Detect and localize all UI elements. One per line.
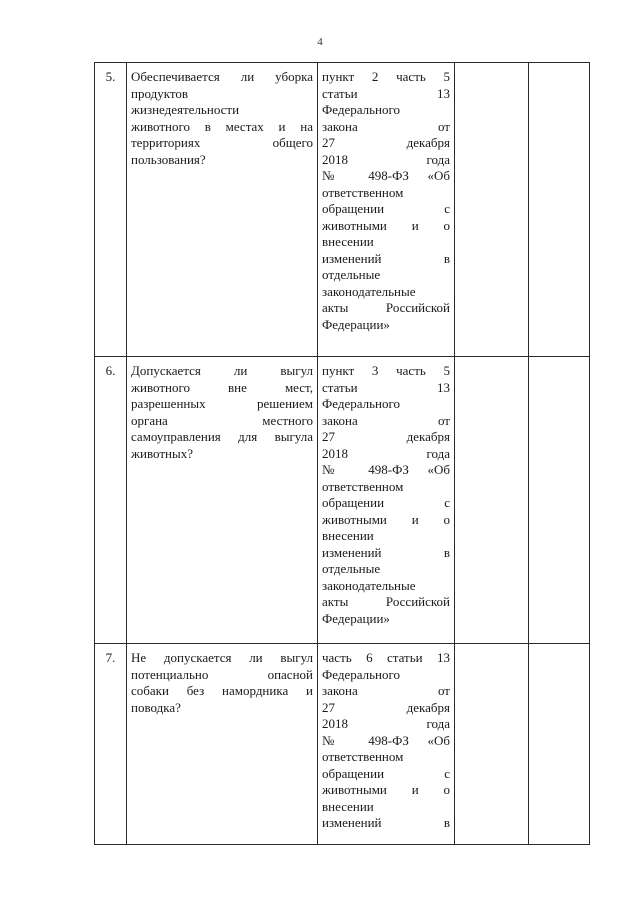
law-reference-line: акты Российской (322, 300, 450, 315)
question-line: территориях общего (131, 135, 313, 150)
law-reference-line: закона от (322, 412, 450, 428)
row-number: 7. (95, 644, 127, 845)
law-reference-line: часть 6 статьи 13 (322, 650, 450, 665)
question-line: продуктов (131, 85, 188, 101)
question-cell (127, 63, 318, 357)
question-cell (127, 644, 318, 845)
law-reference-line: внесении (322, 798, 374, 814)
question-line: собаки без намордника и (131, 683, 313, 698)
law-reference-line: обращении с (322, 201, 450, 216)
law-reference-line: изменений в (322, 544, 450, 560)
law-reference-line: 2018 года (322, 445, 450, 461)
law-reference-cell (318, 63, 455, 357)
law-reference-line: ответственном (322, 749, 404, 764)
law-reference-line: закона от (322, 118, 450, 134)
question-line: животного вне мест, (131, 379, 313, 395)
law-reference-line: 27 декабря (322, 699, 450, 715)
answer-cell (455, 357, 529, 644)
law-reference-line: ответственном (322, 184, 404, 200)
question-line: разрешенных решением (131, 396, 313, 411)
question-line: Обеспечивается ли уборка (131, 69, 313, 84)
law-reference-line: № 498-ФЗ «Об (322, 462, 450, 477)
note-cell (529, 357, 590, 644)
law-reference-cell (318, 357, 455, 644)
law-reference-line: 27 декабря (322, 429, 450, 444)
law-reference-line: статьи 13 (322, 85, 450, 101)
question-cell (127, 357, 318, 644)
law-reference-line: отдельные (322, 561, 381, 576)
law-reference-line: № 498-ФЗ «Об (322, 168, 450, 183)
question-line: жизнедеятельности (131, 102, 240, 117)
law-reference-line: животными и о (322, 511, 450, 527)
question-line: животного в местах и на (131, 118, 313, 134)
law-reference-line: 2018 года (322, 716, 450, 731)
law-reference-line: животными и о (322, 217, 450, 233)
question-line: животных? (131, 445, 193, 461)
law-reference-line: Федерации» (322, 610, 390, 626)
law-reference-line: животными и о (322, 782, 450, 797)
law-reference-line: обращении с (322, 765, 450, 781)
law-reference-line: статьи 13 (322, 379, 450, 395)
checklist-table (94, 62, 590, 845)
question-line: пользования? (131, 151, 206, 167)
law-reference-line: внесении (322, 234, 374, 249)
law-reference-line: пункт 3 часть 5 (322, 363, 450, 378)
note-cell (529, 644, 590, 845)
law-reference-line: Федерации» (322, 316, 390, 332)
question-line: поводка? (131, 699, 181, 715)
law-reference-line: пункт 2 часть 5 (322, 69, 450, 84)
question-line: Допускается ли выгул (131, 363, 313, 378)
law-reference-line: закона от (322, 683, 450, 698)
law-reference-line: ответственном (322, 478, 404, 494)
answer-cell (455, 644, 529, 845)
law-reference-cell (318, 644, 455, 845)
answer-cell (455, 63, 529, 357)
question-line: потенциально опасной (131, 666, 313, 682)
law-reference-line: № 498-ФЗ «Об (322, 732, 450, 748)
law-reference-line: внесении (322, 528, 374, 543)
note-cell (529, 63, 590, 357)
law-reference-line: законодательные (322, 577, 416, 593)
law-reference-line: изменений в (322, 250, 450, 266)
page-number: 4 (317, 36, 323, 48)
table-row (95, 63, 590, 357)
law-reference-line: законодательные (322, 283, 416, 299)
table-row (95, 357, 590, 644)
question-line: самоуправления для выгула (131, 429, 313, 444)
table-row (95, 644, 590, 845)
law-reference-line: 27 декабря (322, 135, 450, 150)
law-reference-line: 2018 года (322, 151, 450, 167)
law-reference-line: Федерального (322, 102, 401, 117)
law-reference-line: обращении с (322, 495, 450, 510)
law-reference-line: изменений в (322, 815, 450, 830)
law-reference-line: акты Российской (322, 594, 450, 609)
row-number: 5. (95, 63, 127, 357)
law-reference-line: отдельные (322, 267, 381, 282)
question-line: Не допускается ли выгул (131, 650, 313, 665)
question-line: органа местного (131, 412, 313, 428)
law-reference-line: Федерального (322, 396, 401, 411)
row-number: 6. (95, 357, 127, 644)
law-reference-line: Федерального (322, 666, 401, 682)
